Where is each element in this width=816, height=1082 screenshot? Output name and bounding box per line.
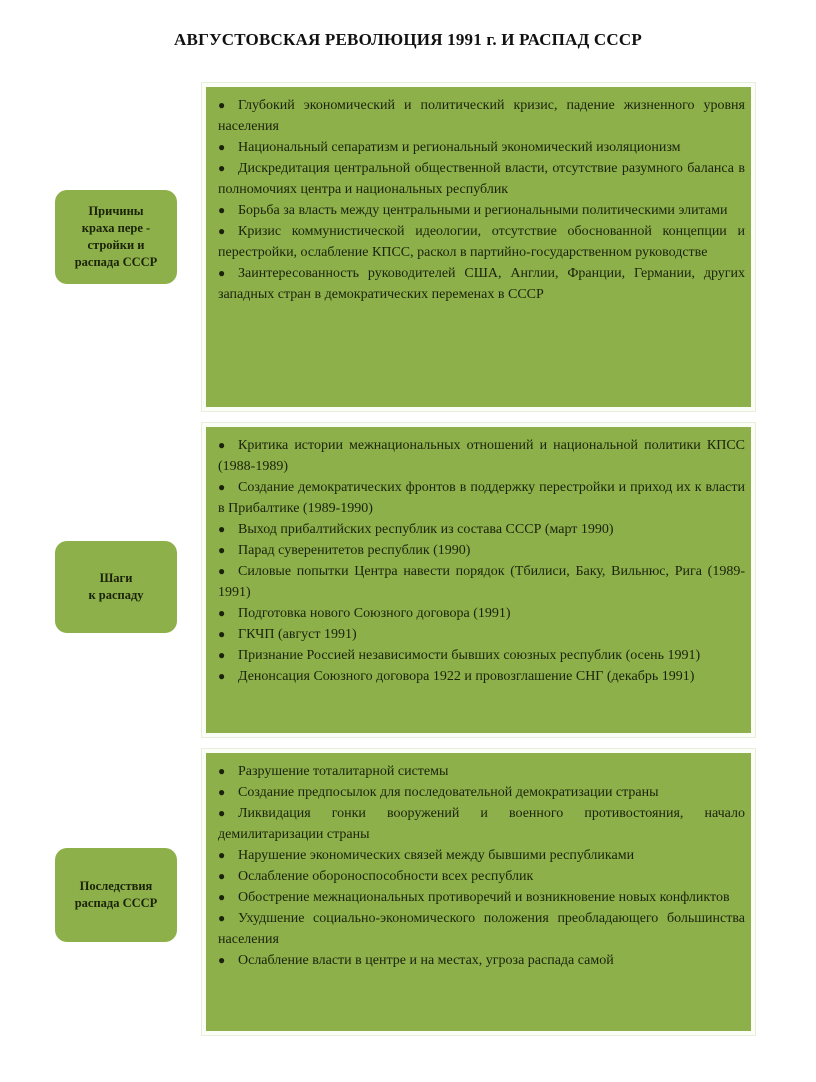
list-item: ● Ликвидация гонки вооружений и военного противостояния, начало демилитаризации страны [218,803,745,845]
list-item: ● Подготовка нового Союзного договора (1991) [218,603,745,624]
list-item: ● Силовые попытки Центра навести порядок (Тбилиси, Баку, Вильнюс, Рига (1989-1991) [218,561,745,603]
bullet-icon: ● [218,522,226,536]
section-label: Шаги к распаду [55,541,177,633]
bullet-icon: ● [218,564,226,578]
bullet-list [218,95,745,305]
list-item: ● Признание Россией независимости бывших союзных республик (осень 1991) [218,645,745,666]
list-item: ● Выход прибалтийских республик из состава СССР (март 1990) [218,519,745,540]
bullet-icon: ● [218,266,226,280]
list-item: ● Парад суверенитетов республик (1990) [218,540,745,561]
bullet-icon: ● [218,911,226,925]
list-item: ● Ослабление обороноспособности всех республик [218,866,745,887]
list-item: ● Национальный сепаратизм и региональный экономический изоляционизм [218,137,745,158]
bullet-list [218,435,745,687]
list-item: ● Обострение межнациональных противоречий и возникновение новых конфликтов [218,887,745,908]
bullet-icon: ● [218,848,226,862]
list-item: ● Дискредитация центральной общественной власти, отсутствие разумного баланса в полномочиях центра и национальных республик [218,158,745,200]
bullet-icon: ● [218,438,226,452]
bullet-icon: ● [218,98,226,112]
section-label: Последствия распада СССР [55,848,177,942]
list-item: ● Борьба за власть между центральными и региональными политическими элитами [218,200,745,221]
bullet-icon: ● [218,648,226,662]
list-item: ● Ослабление власти в центре и на местах, угроза распада самой [218,950,745,971]
list-item: ● Ухудшение социально-экономического положения преобладающего большинства населения [218,908,745,950]
list-item: ● Нарушение экономических связей между бывшими республиками [218,845,745,866]
bullet-icon: ● [218,669,226,683]
bullet-icon: ● [218,140,226,154]
section-panel [201,82,756,412]
section-panel [201,422,756,738]
section-label: Причины краха пере - стройки и распада СССР [55,190,177,284]
bullet-icon: ● [218,480,226,494]
list-item: ● Разрушение тоталитарной системы [218,761,745,782]
bullet-list [218,761,745,971]
list-item: ● Заинтересованность руководителей США, Англии, Франции, Германии, других западных стран в демократических переменах в СССР [218,263,745,305]
section-panel [201,748,756,1036]
bullet-icon: ● [218,890,226,904]
list-item: ● Денонсация Союзного договора 1922 и провозглашение СНГ (декабрь 1991) [218,666,745,687]
list-item: ● Создание демократических фронтов в поддержку перестройки и приход их к власти в Прибалтике (1989-1990) [218,477,745,519]
bullet-icon: ● [218,764,226,778]
bullet-icon: ● [218,869,226,883]
bullet-icon: ● [218,953,226,967]
list-item: ● Глубокий экономический и политический кризис, падение жизненного уровня населения [218,95,745,137]
bullet-icon: ● [218,203,226,217]
bullet-icon: ● [218,606,226,620]
bullet-icon: ● [218,543,226,557]
bullet-icon: ● [218,806,226,820]
bullet-icon: ● [218,224,226,238]
page-title: АВГУСТОВСКАЯ РЕВОЛЮЦИЯ 1991 г. И РАСПАД СССР [174,30,642,49]
bullet-icon: ● [218,161,226,175]
list-item: ● Создание предпосылок для последовательной демократизации страны [218,782,745,803]
list-item: ● Критика истории межнациональных отношений и национальной политики КПСС (1988-1989) [218,435,745,477]
bullet-icon: ● [218,785,226,799]
bullet-icon: ● [218,627,226,641]
list-item: ● ГКЧП (август 1991) [218,624,745,645]
list-item: ● Кризис коммунистической идеологии, отсутствие обоснованной концепции и перестройки, ослабление КПСС, раскол в партийно-государственном руководстве [218,221,745,263]
